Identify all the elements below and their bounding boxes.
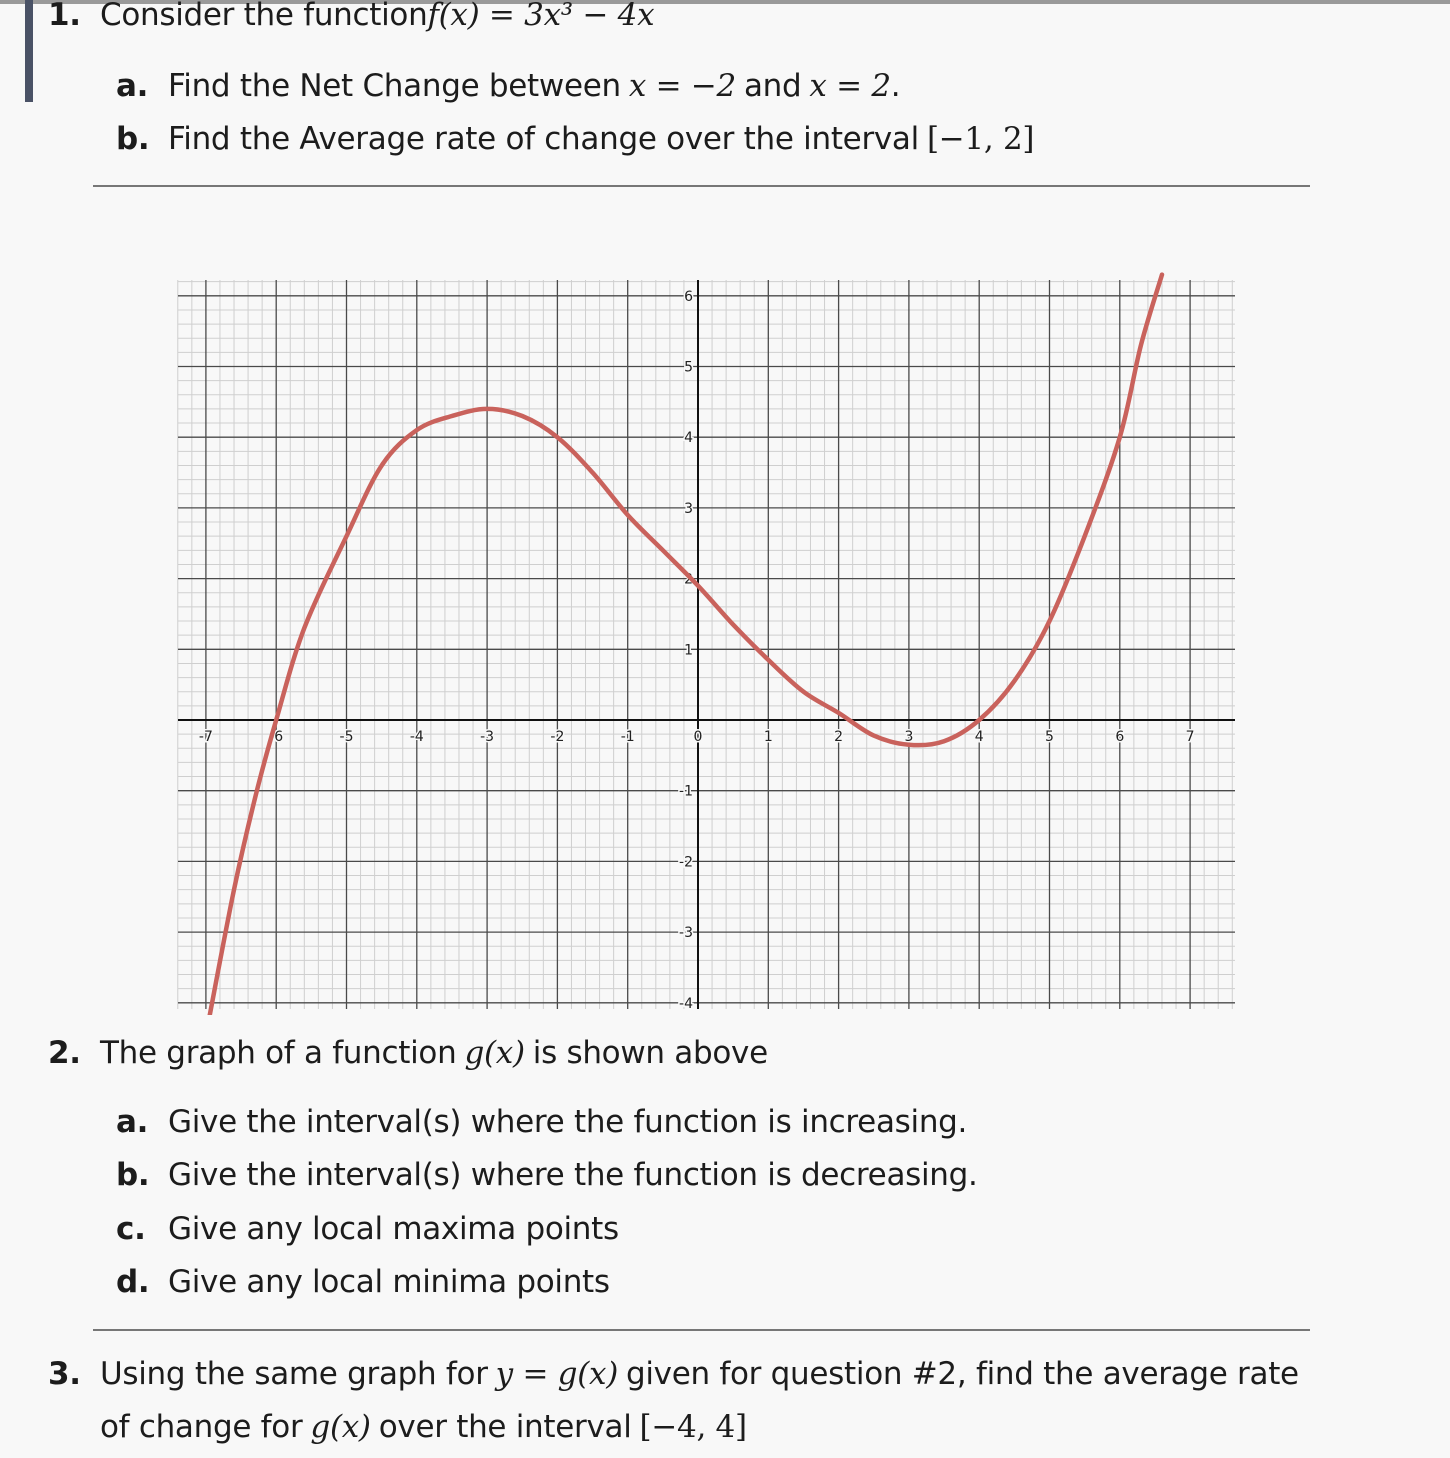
x-tick-label: -6 (269, 729, 284, 745)
q1a-text: Find the Net Change between (168, 68, 621, 104)
q3-statement-line1 (48, 1354, 1299, 1394)
q1a-label: a. (116, 68, 149, 104)
q2d-text: Give any local minima points (168, 1264, 610, 1300)
q3-line2-mid: over the interval (378, 1409, 632, 1445)
graph-axes (178, 280, 1235, 1009)
x-tick-label: -5 (339, 729, 354, 745)
q1-number: 1. (48, 0, 81, 33)
q3-statement-line2 (100, 1407, 747, 1447)
graph-grid (178, 280, 1235, 1009)
q2-function: g(x) (464, 1035, 525, 1071)
y-tick-label: 5 (684, 359, 693, 376)
q1a-and: and (743, 68, 802, 104)
x-tick-label: 4 (974, 729, 984, 745)
q1a-math-2: x = 2 (809, 68, 891, 104)
q2c-label: c. (116, 1211, 146, 1247)
x-tick-label: -1 (620, 729, 635, 745)
x-tick-label: 3 (904, 729, 914, 745)
q2-part-a (116, 1102, 967, 1142)
x-tick-label: -2 (550, 729, 565, 745)
x-tick-label: -7 (198, 729, 213, 745)
q3-line2-pre: of change for (100, 1409, 303, 1445)
q2b-label: b. (116, 1157, 150, 1193)
q2-part-c (116, 1209, 619, 1249)
divider-2 (93, 1329, 1310, 1331)
y-tick-label: -3 (679, 925, 693, 942)
x-tick-label: 7 (1185, 729, 1195, 745)
x-tick-label: 0 (693, 729, 703, 745)
q3-function: g(x) (310, 1409, 371, 1445)
y-tick-label: 1 (684, 642, 693, 659)
x-tick-label: -3 (480, 729, 495, 745)
q1-text: Consider the function (100, 0, 428, 33)
x-tick-label: -4 (409, 729, 424, 745)
q3-equation: y = g(x) (495, 1356, 618, 1392)
q1a-math-1: x = −2 (628, 68, 736, 104)
q1b-label: b. (116, 121, 150, 157)
q2-statement (48, 1033, 768, 1073)
q2-post: is shown above (532, 1035, 768, 1071)
y-tick-label: -4 (679, 995, 693, 1012)
q2b-text: Give the interval(s) where the function is decreasing. (168, 1157, 978, 1193)
x-tick-label: 6 (1115, 729, 1125, 745)
q1b-interval: [−1, 2] (926, 121, 1035, 157)
q2a-label: a. (116, 1104, 149, 1140)
q3-interval: [−4, 4] (639, 1409, 747, 1445)
y-tick-label: 4 (684, 430, 693, 447)
q2-part-b (116, 1155, 978, 1195)
y-tick-label: 2 (684, 571, 693, 588)
q2a-text: Give the interval(s) where the function is increasing. (168, 1104, 968, 1140)
q2c-text: Give any local maxima points (168, 1211, 619, 1247)
q1-function: f(x) = 3x³ − 4x (427, 0, 655, 33)
y-tick-label: -1 (679, 783, 693, 800)
q3-pre: Using the same graph for (100, 1356, 488, 1392)
q2d-label: d. (116, 1264, 150, 1300)
x-tick-label: 1 (763, 729, 773, 745)
q2-part-d (116, 1262, 610, 1302)
q2-number: 2. (48, 1035, 81, 1071)
q1b-text: Find the Average rate of change over the interval (168, 121, 919, 157)
y-tick-label: 3 (684, 500, 693, 517)
y-tick-label: -2 (679, 854, 693, 871)
x-tick-label: 2 (834, 729, 844, 745)
q2-pre: The graph of a function (100, 1035, 457, 1071)
y-tick-label: 6 (684, 288, 693, 305)
q3-post: given for question #2, find the average rate (625, 1356, 1299, 1392)
q3-number: 3. (48, 1356, 81, 1392)
q1a-period: . (890, 68, 901, 104)
x-tick-label: 5 (1045, 729, 1054, 745)
